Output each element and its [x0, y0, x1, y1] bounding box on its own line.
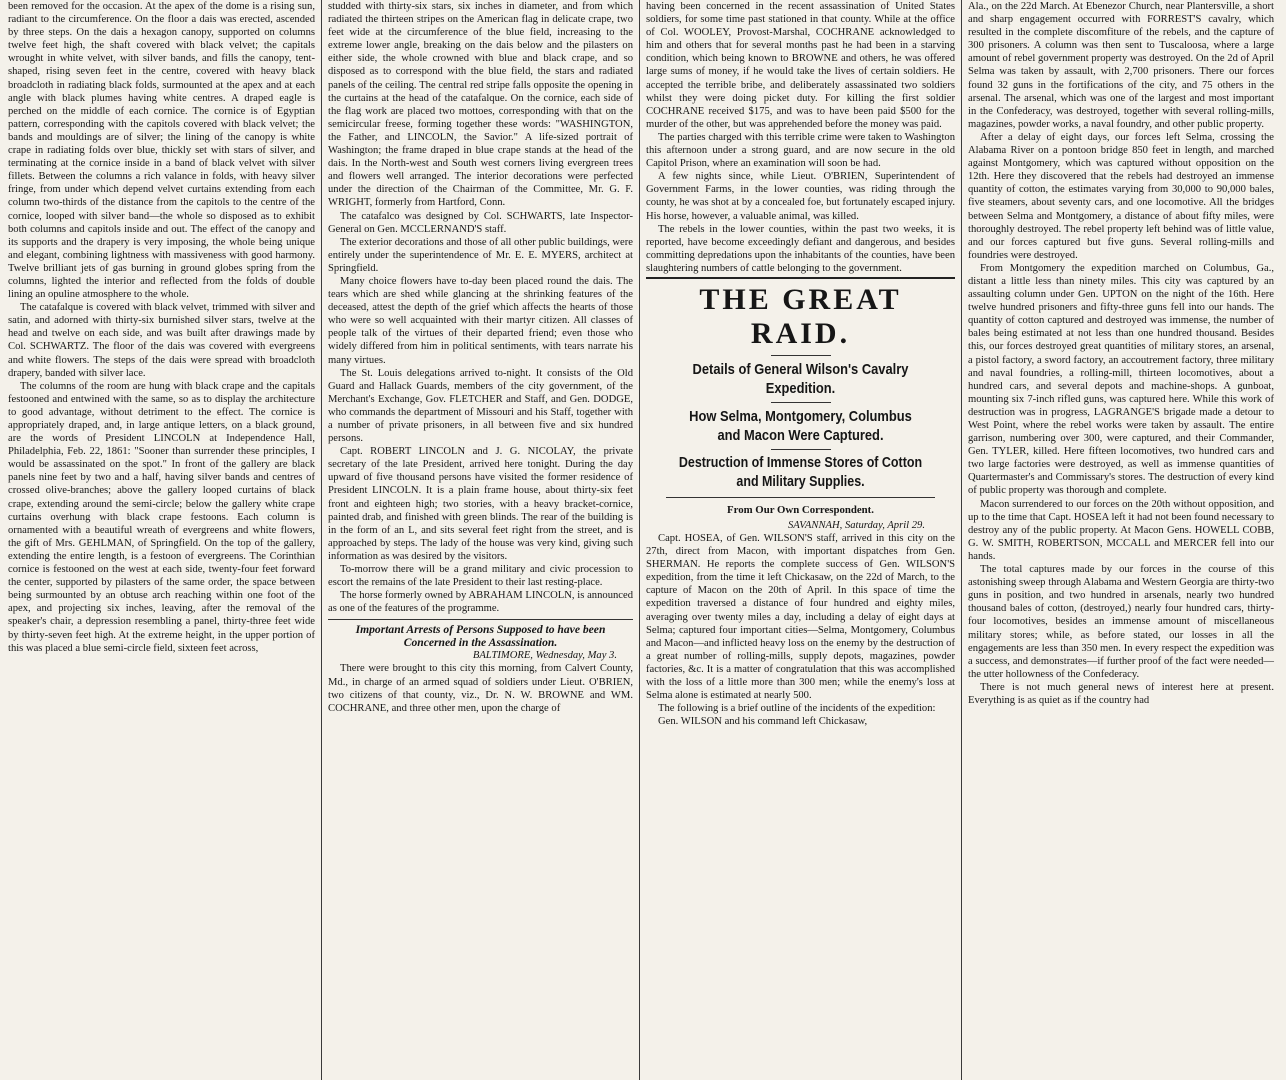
- column-1: [2, 0, 322, 1080]
- column-3: [640, 0, 962, 1080]
- paragraph: The catafalque is covered with black velvet, trimmed with silver and satin, and adorned with thirty-six burnished silver stars, twelve at the head and twelve on each side, and was built after drawings made by Col. SCHWARTZ. The floor of the dais was covered with evergreens and white flowers. The steps of the dais were spread with broadcloth drapery, banded with silver lace.: [8, 302, 315, 379]
- deck-headline: Destruction of Immense Stores of Cotton and Military Supplies.: [678, 454, 923, 490]
- paragraph: studded with thirty-six stars, six inches in diameter, and from which radiated the thirteen stripes on the American flag in delicate crape, two feet wide at the circumference of the blue field, increasing to the extreme lower angle, breaking on the dais below and the pilasters on either side, the whole crowned with blue and black crape, and so disposed as to correspond with the blue field, the stars and radiated panels of the ceiling. The central red stripe falls opposite the opening in the curtains at the head of the catafalque. On the cornice, each side of the flag work are placed two mottoes, corresponding with that on the semicircular freese, forming together these words: "WASHINGTON, the Father, and LINCOLN, the Savior." A life-sized portrait of Washington; the frame draped in blue crape stands at the head of the dais. In the North-west and South west corners living evergreen trees and flowers well arranged. The interior decorations were perfected under the direction of the Chairman of the Committee, Mr. G. F. WRIGHT, formerly from Hartford, Conn.: [328, 1, 633, 209]
- paragraph: There were brought to this city this morning, from Calvert County, Md., in charge of an armed squad of soldiers under Lieut. O'BRIEN, two citizens of that county, viz., Dr. N. W. BROWNE and WM. COCHRANE, and three other men, upon the charge of: [328, 663, 633, 714]
- paragraph: Ala., on the 22d March. At Ebenezor Church, near Plantersville, a short and sharp engagement occurred with FORREST'S cavalry, which resulted in the complete discomfiture of the rebels, and the capture of 300 prisoners. A column was then sent to Tuscaloosa, where a large amount of rebel government property was destroyed. On the 2d of April Selma was taken by assault, with 2,700 prisoners. There our forces found 32 guns in the fortifications of the city, and 75 others in the arsenal. The arsenal, which was one of the largest and most important in the Confederacy, was destroyed, together with several rolling-mills, magazines, powder works, a naval foundry, and other public property.: [968, 1, 1274, 130]
- paragraph: Capt. ROBERT LINCOLN and J. G. NICOLAY, the private secretary of the late President, arrived here tonight. During the day upward of five thousand persons have visited the former residence of President LINCOLN. It is a plain frame house, about thirty-six feet front and eighteen high; two stories, with a heavy bracket-cornice, painted drab, and finished with green blinds. The rear of the building is in the form of an L, and sits several feet right from the street, and is approached by steps. The lady of the house was very kind, giving such information as was desired by the visitors.: [328, 446, 633, 562]
- paragraph: The parties charged with this terrible crime were taken to Washington this afternoon under a strong guard, and are now secure in the old Capitol Prison, where an examination will soon be had.: [646, 131, 955, 170]
- article-subhead: Important Arrests of Persons Supposed to have been Concerned in the Assassination.: [355, 623, 606, 649]
- paragraph: The rebels in the lower counties, within the past two weeks, it is reported, have become exceedingly defiant and dangerous, and besides committing depredations upon the inhabitants of the counties, have been slaughtering numbers of cattle belonging to the government.: [646, 223, 955, 274]
- rule: [771, 355, 831, 356]
- dateline: SAVANNAH, Saturday, April 29.: [788, 519, 925, 531]
- paragraph: After a delay of eight days, our forces left Selma, crossing the Alabama River on a pontoon bridge 850 feet in length, and marched against Montgomery, which was captured without opposition on the 12th. Here they discovered that the rebels had destroyed an immense quantity of cotton, the estimates varying from 30,000 to 90,000 bales, five steamers, about seventy cars, and one locomotive. All the bridges between Selma and Montgomery, a distance of about fifty miles, were thoroughly destroyed. The rebel property left behind was of little value, and our forces captured but five guns. Several rolling-mills and foundries were destroyed.: [968, 131, 1274, 261]
- paragraph: The horse formerly owned by ABRAHAM LINCOLN, is announced as one of the features of the programme.: [328, 590, 633, 615]
- paragraph: The St. Louis delegations arrived to-night. It consists of the Old Guard and Hallack Guards, members of the city government, of the Merchant's Exchange, Gov. FLETCHER and Staff, and Gen. DODGE, who commands the department of Missouri and his Staff, together with a number of private prisoners, in all between five and six hundred persons.: [328, 367, 633, 445]
- headline: THE GREAT RAID.: [646, 277, 955, 351]
- rule: [771, 449, 831, 450]
- paragraph: The columns of the room are hung with black crape and the capitals festooned and entwined with the same, so as to display the architecture to good advantage, without detriment to the effect. The cornice is appropriately draped, and, in large antique letters, on a black ground, are the words of President LINCOLN at Independence Hall, Philadelphia, Feb. 22, 1861: "Sooner than surrender these principles, I would be assassinated on the spot." In front of the gallery are black panels nine feet by two and a half, having silver bands and centres of crossed olive-branches; above the gallery looped curtains of black crape, extending around the semi-circle; below the gallery white crape curtains overhung with black crape festoons. Each column is ornamented with a beautiful wreath of evergreens and white flowers, the gift of Mrs. GEHLMAN, of Springfield. On the top of the gallery, extending the entire length, is a festoon of evergreens. The Corinthian cornice is festooned on the west at each side, twenty-four feet forward the center, supported by pilasters of the same order, the space between being surmounted by an obtuse arch reaching within one foot of the apex, and projecting six inches, leaving, after the removal of the speaker's chair, a depression resembling a panel, thirty-three feet wide by thirty-seven feet high. At the extreme height, in the upper portion of this was placed a blue semi-circle field, sixteen feet across,: [8, 380, 315, 654]
- rule: [666, 497, 935, 498]
- paragraph: Gen. WILSON and his command left Chickasaw,: [658, 716, 868, 728]
- byline: From Our Own Correspondent.: [727, 503, 874, 516]
- paragraph: From Montgomery the expedition marched on Columbus, Ga., distant a little less than ninety miles. This city was captured by an assaulting column under Gen. UPTON on the night of the 16th. Here twelve hundred prisoners and fifty-three guns fell into our hands. The quantity of cotton captured and destroyed was immense, the number of bales being estimated at not less than one hundred thousand. Besides this, our forces destroyed great quantities of military stores, an arsenal, a pistol factory, a sword factory, an accoutrement factory, three military and naval foundries, a rolling-mill, thirteen locomotives, about a hundred cars, and several depots and machine-shops. A gunboat, mounting six 7-inch rifled guns, was captured here. While this work of destruction was in progress, LAGRANGE'S brigade made a detour to West Point, where the rebel works were taken by assault. The entire garrison, numbering over 300, were captured, and their Commander, Gen. TYLER, killed. Here fifteen locomotives, two hundred cars and two large factories were destroyed, as well as immense quantities of Quartermaster's and Commissary's stores. The destruction of every kind of public property was thorough and complete.: [968, 262, 1274, 497]
- column-4: [962, 0, 1280, 1080]
- paragraph: There is not much general news of interest here at present. Everything is as quiet as if the country had: [968, 681, 1274, 706]
- article-dateline: BALTIMORE, Wednesday, May 3.: [472, 650, 617, 662]
- paragraph: A few nights since, while Lieut. O'BRIEN, Superintendent of Government Farms, in the lower counties, was riding through the county, he was shot at by a concealed foe, but fortunately escaped injury. His horse, however, a valuable animal, was killed.: [646, 171, 955, 222]
- paragraph: To-morrow there will be a grand military and civic procession to escort the remains of the late President to their last resting-place.: [328, 564, 633, 589]
- paragraph: Macon surrendered to our forces on the 20th without opposition, and up to the time that Capt. HOSEA left it had not been found necessary to destroy any of the public property. At Macon Gens. HOWELL COBB, G. W. SMITH, ROBERTSON, MCCALL and MERCER fell into our hands.: [968, 498, 1274, 562]
- column-2: [322, 0, 640, 1080]
- paragraph: The following is a brief outline of the incidents of the expedition:: [658, 703, 936, 715]
- paragraph: The total captures made by our forces in the course of this astonishing sweep through Alabama and Western Georgia are thirty-two guns in position, and two hundred in arsenals, nearly two hundred thousand bales of cotton, (destroyed,) nearly four hundred cars, thirty-four locomotives, besides an immense amount of miscellaneous military stores; while, as before stated, our losses in all the engagements are less than 350 men. In every respect the expedition was a success, and demonstrates—if further proof of the fact were needed—the utter hollowness of the Confederacy.: [968, 564, 1274, 680]
- paragraph: Capt. HOSEA, of Gen. WILSON'S staff, arrived in this city on the 27th, direct from Macon, with important dispatches from Gen. SHERMAN. He reports the complete success of Gen. WILSON'S expedition, from the time it left Chickasaw, on the 22d of March, to the capture of Macon on the 20th of April. In this space of time the expedition traversed a distance of four hundred and eighty miles, averaging over twenty miles a day, including a delay of eight days at Selma; captured four important cities—Selma, Montgomery, Columbus and Macon—and inflicted heavy loss on the enemy by the destruction of a great number of rolling-mills, supply depots, magazines, powder factories, &c. It is a matter of congratulation that this was accomplished with the loss of a little more than 300 men; while the enemy's loss at Selma alone is estimated at nearly 500.: [646, 532, 955, 702]
- paragraph: The catafalco was designed by Col. SCHWARTS, late Inspector-General on Gen. MCCLERNAND'S staff.: [328, 210, 633, 235]
- paragraph: Many choice flowers have to-day been placed round the dais. The tears which are shed while glancing at the shrinking features of the deceased, attest the depth of the grief which affects the hearts of those who were so well acquainted with their martyr citizen. All classes of people talk of the virtues of their departed friend; even those who widely differed from him in political sentiments, with tears narrate his many virtues.: [328, 275, 633, 366]
- deck-headline: Details of General Wilson's Cavalry Expedition.: [692, 360, 909, 397]
- paragraph: having been concerned in the recent assassination of United States soldiers, for some time past stationed in that county. While at the office of Col. WOOLEY, Provost-Marshal, COCHRANE acknowledged to him and others that for several months past he had been in a starving condition, which being known to BROWNE and others, he was offered large sums of money, if he would take the lives of certain soldiers. He accepted the terrible bribe, and deliberately assassinated two soldiers whilst they were doing picket duty. For killing the first soldier COCHRANE received $175, and was to have been paid $500 for the murder of the other, but was apprehended before the money was paid.: [646, 1, 955, 130]
- paragraph: The exterior decorations and those of all other public buildings, were entirely under the superintendence of Mr. E. E. MYERS, architect at Springfield.: [328, 236, 633, 274]
- deck-headline: How Selma, Montgomery, Columbus and Macon Were Captured.: [689, 407, 912, 444]
- section-rule: [328, 619, 633, 620]
- rule: [771, 402, 831, 403]
- paragraph: been removed for the occasion. At the apex of the dome is a rising sun, radiant to the circumference. On the floor a dais was erected, ascended by three steps. On the dais a hexagon canopy, supported on columns twelve feet high, the shaft covered with black velvet; the capitals wrought in white velvet, with silver bands, and fills the canopy, tent-shaped, rising seven feet in the centre, covered with heavy black broadcloth in radiating black folds, surmounted at the apex and at each angle with black plumes having white centres. A draped eagle is perched on the middle of each cornice. The cornice is of Egyptian pattern, corresponding with the capitols covered with black velvet; the bands and mouldings are of silver; the lining of the canopy is white crape in radiating folds over blue, thickly set with stars of silver, and terminating at the cornice inside in a band of black velvet with silver fillets. Between the columns a rich valance in folds, with heavy silver fringe, from under which depend velvet curtains extending from each column two-thirds of the distance from the capitols to the centre of the cornice, looped with silver band—the whole so disposed as to exhibit both columns and capitols inside and out. The effect of the canopy and its supports and the drapery is very imposing, the whole being unique and elegant, combining lightness with massiveness with good harmony. Twelve brilliant jets of gas burning in ground globes spring from the columns, lighted the interior and reflected from the folds of double lining an opuline atmosphere to the whole.: [8, 1, 315, 301]
